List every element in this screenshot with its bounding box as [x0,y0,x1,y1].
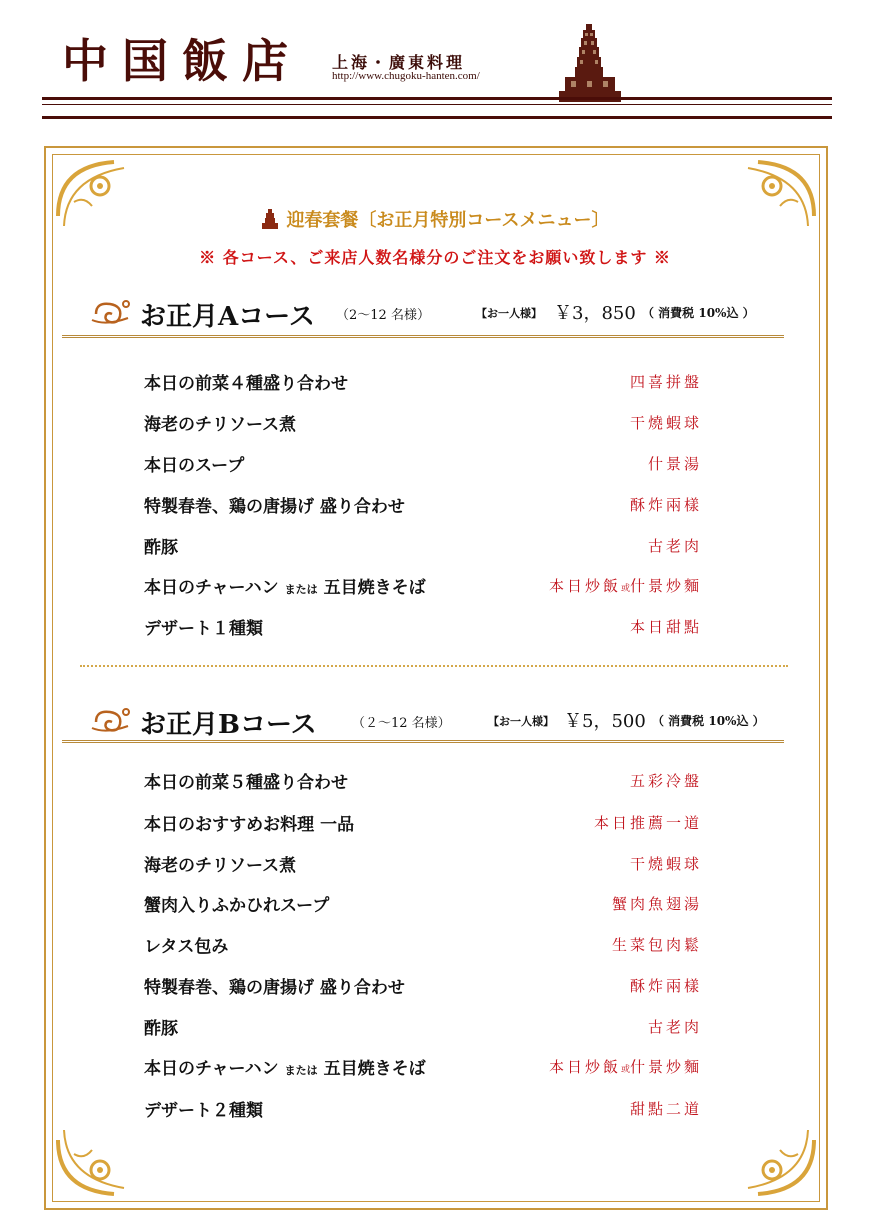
item-name-cn: 什景湯 [647,455,702,473]
item-name-cn: 本日炒飯或什景炒麵 [548,577,702,595]
header-rule-thick [42,97,832,100]
pagoda-illustration [555,22,625,104]
item-name-jp: 酢豚 [144,1019,178,1039]
menu-item [144,451,702,477]
special-title-text: 迎春套餐〔お正月特別コースメニュー〕 [286,210,610,231]
item-name-jp: 本日の前菜４種盛り合わせ [144,374,348,394]
website-url[interactable]: http://www.chugoku-hanten.com/ [332,70,480,82]
item-name-jp: 本日の前菜５種盛り合わせ [144,773,348,793]
item-name-cn: 干燒蝦球 [629,414,702,432]
item-name-jp: 酢豚 [144,538,178,558]
course-a-pax: （2〜12 名様） [336,308,430,323]
menu-item [144,614,702,640]
item-name-cn: 甜點二道 [629,1100,702,1118]
small-pagoda-icon [260,208,280,230]
corner-ornament-bottom-right-icon [728,1110,818,1200]
item-name-cn: 五彩冷盤 [629,772,702,790]
menu-item [144,851,702,877]
item-name-jp: レタス包み [144,937,229,957]
menu-item [144,369,702,395]
course-b-tax-note: （ 消費税 10%込 ） [652,714,765,728]
item-name-cn: 酥炸兩樣 [629,496,702,514]
corner-ornament-bottom-left-icon [54,1110,144,1200]
course-b-divider [62,740,784,743]
item-name-jp: 特製春巻、鶏の唐揚げ 盛り合わせ [144,978,405,998]
special-menu-title [0,206,870,232]
menu-item [144,810,702,836]
item-name-jp: 本日のチャーハン または 五目焼きそば [144,578,426,598]
menu-item [144,573,702,599]
header-rule-thick-2 [42,116,832,119]
item-name-cn: 本日炒飯或什景炒麵 [548,1058,702,1076]
item-name-jp: デザート２種類 [144,1101,263,1121]
item-name-jp: 本日のおすすめお料理 一品 [144,815,355,835]
scroll-ornament-icon [90,704,132,736]
item-name-cn: 本日推薦一道 [593,814,702,832]
menu-item [144,410,702,436]
corner-ornament-top-right-icon [728,156,818,246]
menu-item [144,1014,702,1040]
item-name-jp: 海老のチリソース煮 [144,856,297,876]
order-notice: ※ 各コース、ご来店人数名様分のご注文をお願い致します ※ [199,248,671,267]
course-separator [80,665,788,667]
item-name-cn: 四喜拼盤 [629,373,702,391]
item-name-cn: 生菜包肉鬆 [611,936,702,954]
item-name-jp: 本日のスープ [144,456,245,476]
course-a-header [90,296,790,330]
menu-item [144,768,702,794]
course-a-divider [62,335,784,338]
menu-item [144,932,702,958]
course-b-header [90,704,800,738]
item-name-jp: 特製春巻、鶏の唐揚げ 盛り合わせ [144,497,405,517]
item-name-cn: 古老肉 [647,1018,702,1036]
item-name-jp: 海老のチリソース煮 [144,415,297,435]
menu-item [144,1054,702,1080]
course-b-name: お正月Bコース [140,710,317,740]
item-name-jp: デザート１種類 [144,619,263,639]
item-name-cn: 本日甜點 [629,618,702,636]
course-a-per-person: 【お一人様】 [476,307,542,320]
menu-item [144,1096,702,1122]
item-name-cn: 干燒蝦球 [629,855,702,873]
header-rule-thin [42,104,832,105]
item-name-cn: 古老肉 [647,537,702,555]
menu-item [144,492,702,518]
restaurant-logo-text: 中国飯店 [62,34,302,88]
course-a-name: お正月Aコース [140,302,315,332]
cuisine-subtitle: 上海・廣東料理 [332,53,466,72]
item-name-cn: 蟹肉魚翅湯 [611,895,702,913]
scroll-ornament-icon [90,296,132,328]
course-b-pax: （２〜12 名様） [352,716,451,731]
menu-item [144,891,702,917]
course-a-tax-note: （ 消費税 10%込 ） [642,306,755,320]
corner-ornament-top-left-icon [54,156,144,246]
course-a-price: ￥3，850 [554,303,636,324]
item-name-jp: 蟹肉入りふかひれスープ [144,896,330,916]
course-b-per-person: 【お一人様】 [488,715,554,728]
item-name-jp: 本日のチャーハン または 五目焼きそば [144,1059,426,1079]
menu-item [144,973,702,999]
course-b-price: ￥5，500 [564,711,646,732]
item-name-cn: 酥炸兩樣 [629,977,702,995]
menu-item [144,533,702,559]
